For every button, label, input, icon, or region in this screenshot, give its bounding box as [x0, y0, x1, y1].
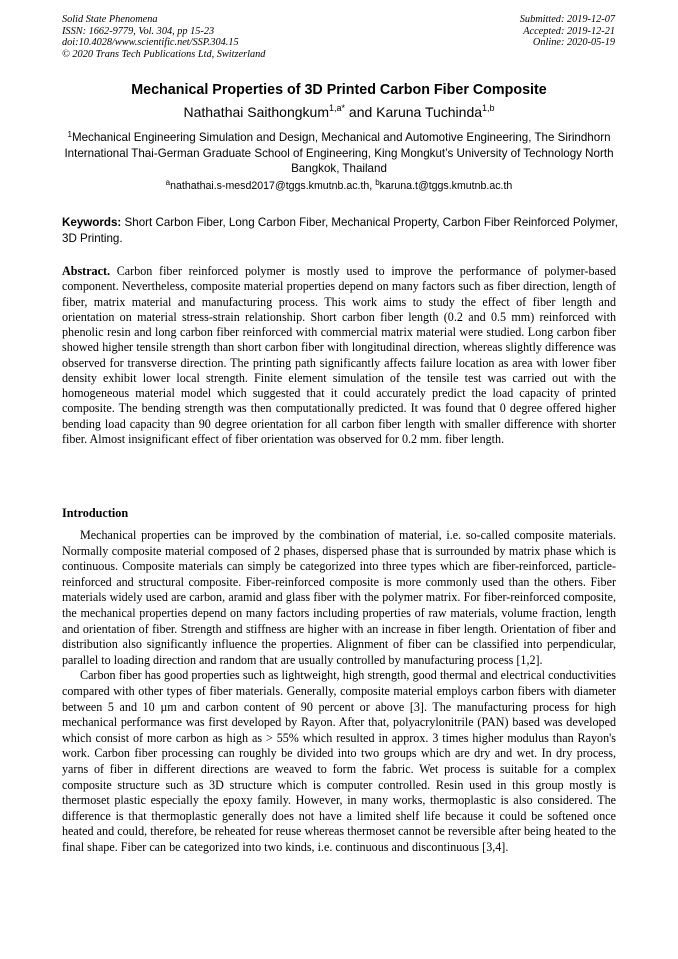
author-emails: [0, 180, 678, 192]
email-a-marker: a: [165, 178, 171, 187]
introduction-body: [62, 528, 616, 855]
email-a: nathathai.s-mesd2017@tggs.kmutnb.ac.th,: [170, 180, 373, 192]
abstract: [62, 264, 616, 447]
online-date: Online: 2020-05-19: [532, 37, 615, 49]
journal-name: Solid State Phenomena: [62, 14, 158, 25]
keywords: [62, 215, 618, 246]
accepted-date: Accepted: 2019-12-21: [523, 25, 615, 37]
journal-issn: ISSN: 1662-9779, Vol. 304, pp 15-23: [62, 25, 215, 37]
keywords-label: Keywords:: [62, 216, 122, 229]
paper-title: Mechanical Properties of 3D Printed Carbon Fiber Composite: [131, 82, 547, 98]
journal-header: [62, 14, 265, 60]
introduction-heading: Introduction: [62, 506, 129, 520]
author-1-marker: 1,a*: [329, 103, 346, 113]
abstract-text: Carbon fiber reinforced polymer is mostly used to improve the performance of polymer-based component. Nevertheless, composite material properties depend on many factors such as fiber direction, length of fiber, matrix material and manufacturing process. This work aims to study the effect of fiber length and orientation on material stress-strain relationship. Short carbon fiber length (0.2 and 0.5 mm) reinforced with phenolic resin and long carbon fiber reinforced with commercial matrix material were studied. Long carbon fiber showed higher tensile strength than short carbon fiber with longitudinal direction, whereas slightly difference was observed for transverse direction. The printing path significantly affects failure location as area with lower fiber density exhibit lower local strength. Finite element simulation of the tensile test was carried out with the homogeneous material model which suggested that it could accurately predict the load capacity of printed composite. The bending strength was then computationally predicted. It was found that 0 degree offered higher bending load capacity than 90 degree orientation for all carbon fiber length with smaller difference with shorter fiber. Almost insignificant effect of fiber orientation was observed for 0.2 mm. fiber length.: [62, 264, 616, 446]
author-2-marker: 1,b: [482, 103, 495, 113]
author-joiner: and: [345, 104, 377, 120]
email-b: karuna.t@tggs.kmutnb.ac.th: [379, 180, 513, 192]
affiliation-text: Mechanical Engineering Simulation and Design, Mechanical and Automotive Engineering, The Sirindhorn International Thai-German Graduate School of Engineering, King Mongkut’s University of Technology North Bangkok, Thailand: [64, 131, 614, 175]
abstract-label: Abstract.: [62, 264, 111, 278]
intro-paragraph-1: Mechanical properties can be improved by the combination of material, i.e. so-called composite materials. Normally composite material composed of 2 phases, dispersed phase that is surrounded by matrix phase which is continuous. Composite materials can simply be categorized into three types which are fiber-reinforced, particle-reinforced and structural composite. Fiber-reinforced composite is more commonly used than the others. Fiber materials widely used are carbon, aramid and glass fiber with the polymer matrix. For fiber-reinforced composite, the mechanical properties depend on many factors including properties of raw materials, volume fraction, length and orientation of fiber. Strength and stiffness are higher with an increase in fiber length. Orientation of fiber and distribution also significantly influence the properties. Alignment of fiber can be classified into perpendicular, parallel to loading direction and random that are usually controlled by manufacturing process [1,2].: [62, 528, 616, 667]
author-line: [0, 104, 678, 120]
submission-dates: [520, 14, 615, 49]
author-1: Nathathai Saithongkum: [183, 104, 329, 120]
journal-copyright: © 2020 Trans Tech Publications Ltd, Switzerland: [62, 48, 266, 60]
email-b-marker: b: [375, 178, 380, 187]
affiliation-marker: 1: [67, 130, 72, 139]
intro-paragraph-2: Carbon fiber has good properties such as lightweight, high strength, good thermal and electrical conductivities compared with other types of fiber materials. Generally, composite material employs carbon fibers with diameter between 5 and 10 µm and carbon content of 90 percent or above [3]. The manufacturing process for high mechanical performance was first developed by Rayon. After that, polyacrylonitrile (PAN) based was developed which consist of more carbon as high as > 55% which resulted in approx. 3 times higher modulus than Rayon's work. Carbon fiber processing can roughly be divided into two groups which are dry and wet. In dry process, yarns of fiber in different directions are weaved to form the fabric. Wet process is suitable for a complex composite structure such as 3D structure which is computer controlled. Resin used in this group mostly is thermoset plastic especially the epoxy family. However, in many works, thermoplastic is also considered. The difference is that thermoplastic generally does not have a limited shelf life because it could be softened once heated and could, therefore, be reheated for reuse whereas thermoset cannot be reversible after being heated to the final shape. Fiber can be categorized into two kinds, i.e. continuous and discontinuous [3,4].: [62, 668, 616, 854]
submitted-date: Submitted: 2019-12-07: [519, 14, 615, 25]
keywords-text: Short Carbon Fiber, Long Carbon Fiber, Mechanical Property, Carbon Fiber Reinforced Polymer, 3D Printing.: [62, 216, 618, 245]
affiliation: [62, 130, 616, 177]
author-2: Karuna Tuchinda: [376, 104, 483, 120]
journal-doi: doi:10.4028/www.scientific.net/SSP.304.15: [62, 37, 239, 49]
